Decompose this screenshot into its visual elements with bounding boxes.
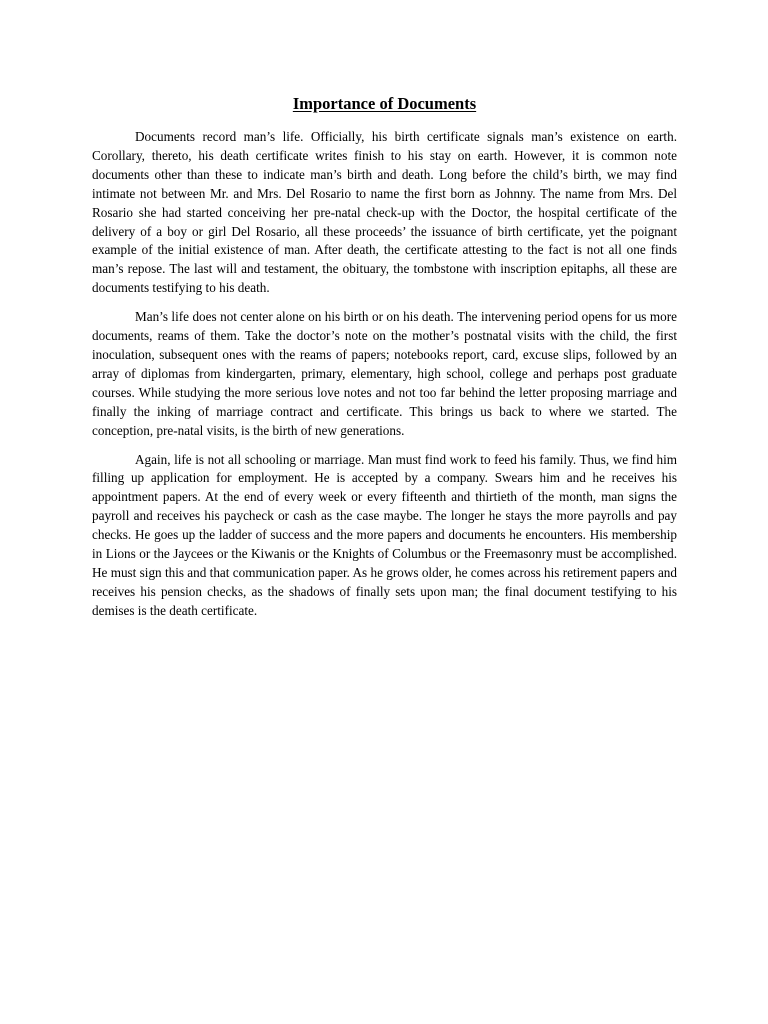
document-body [92, 94, 677, 631]
paragraph-work-and-retirement: Again, life is not all schooling or marriage. Man must find work to feed his family. Thus, we find him filling up application for employment. He is accepted by a company. Swears him and he receives his appointment papers. At the end of every week or every fifteenth and thirtieth of the month, man signs the payroll and receives his paycheck or cash as the case maybe. The longer he stays the more payrolls and pay checks. He goes up the ladder of success and the more papers and documents he encounters. His membership in Lions or the Jaycees or the Kiwanis or the Knights of Columbus or the Freemasonry must be accomplished. He must sign this and that communication paper. As he grows older, he comes across his retirement papers and receives his pension checks, as the shadows of finally sets upon man; the final document testifying to his demises is the death certificate. [92, 451, 677, 618]
document-title: Importance of Documents [292, 94, 477, 113]
paragraph-intervening-period: Man’s life does not center alone on his birth or on his death. The intervening period opens for us more documents, reams of them. Take the doctor’s note on the mother’s postnatal visits with the child, the first inoculation, subsequent ones with the reams of papers; notebooks report, card, excuse slips, followed by an array of diplomas from kindergarten, primary, elementary, high school, college and perhaps post graduate courses. While studying the more serious love notes and not too far behind the letter proposing marriage and finally the inking of marriage contract and certificate. This brings us back to where we started. The conception, pre-natal visits, is the birth of new generations. [92, 309, 677, 438]
paragraph-birth-and-death: Documents record man’s life. Officially, his birth certificate signals man’s existence on earth. Corollary, thereto, his death certificate writes finish to his stay on earth. However, it is common note documents other than these to indicate man’s birth and death. Long before the child’s birth, we may find intimate not between Mr. and Mrs. Del Rosario to name the first born as Johnny. The name from Mrs. Del Rosario she had started conceiving her pre-natal check-up with the Doctor, the hospital certificate of the delivery of a boy or girl Del Rosario, all these proceeds’ the issuance of birth certificate, yet the poignant example of the initial existence of man. After death, the certificate attesting to the fact is not all one finds man’s repose. The last will and testament, the obituary, the tombstone with inscription epitaphs, all these are documents testifying to his death. [92, 129, 677, 296]
